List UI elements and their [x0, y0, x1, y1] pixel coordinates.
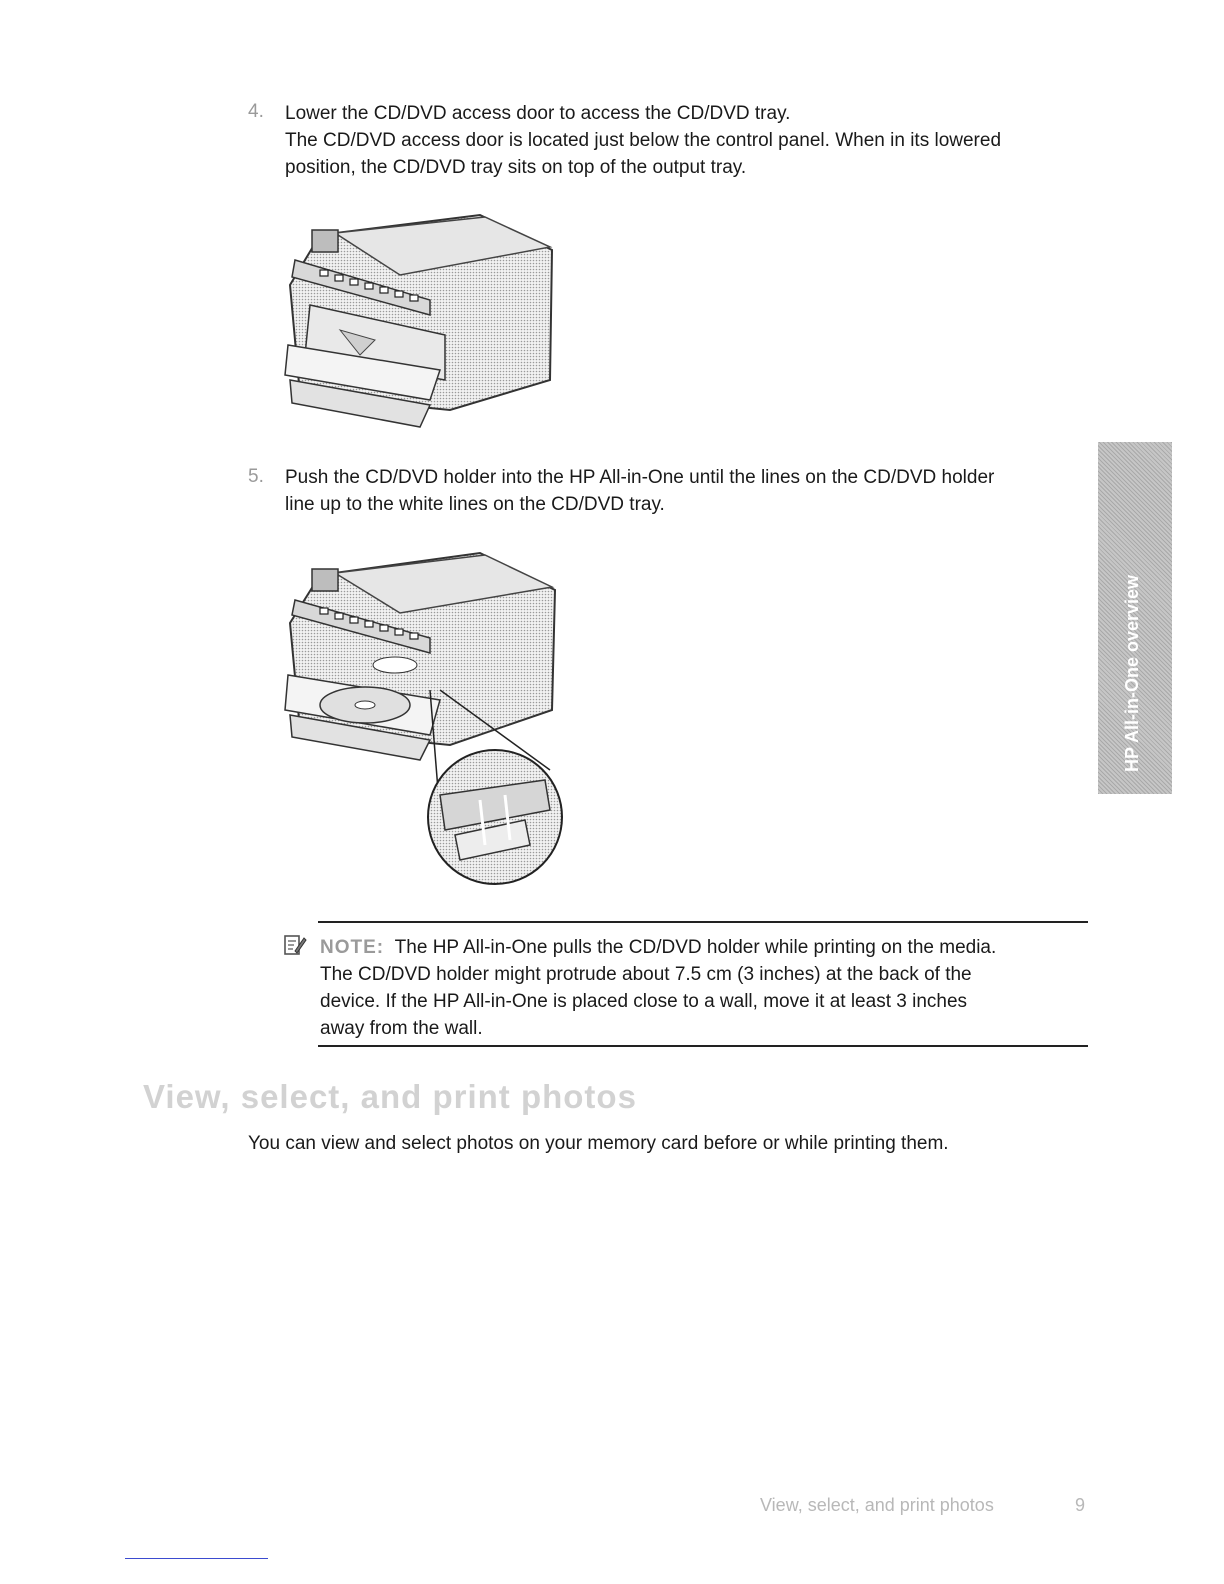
step-number: 4.	[248, 101, 264, 122]
note-bottom-rule	[318, 1045, 1088, 1047]
note-line: away from the wall.	[320, 1018, 483, 1039]
note-first-line	[320, 934, 1110, 961]
note-line: The HP All-in-One pulls the CD/DVD holder while printing on the media.	[394, 937, 997, 958]
step-5-text	[285, 464, 1105, 518]
note-line: device. If the HP All-in-One is placed close to a wall, move it at least 3 inches	[320, 991, 968, 1012]
step-number: 5.	[248, 466, 264, 487]
printer-door-lowered-illustration	[280, 205, 565, 430]
step-line: Push the CD/DVD holder into the HP All-in-One until the lines on the CD/DVD holder	[285, 467, 995, 488]
side-chapter-tab	[1098, 442, 1172, 794]
note-pencil-icon	[283, 933, 307, 957]
side-tab-label: HP All-in-One overview	[1122, 574, 1142, 772]
section-body: You can view and select photos on your memory card before or while printing them.	[248, 1133, 949, 1154]
note-block	[320, 934, 1110, 1042]
footer-section-title: View, select, and print photos	[760, 1495, 994, 1515]
footer-rule	[125, 1558, 268, 1559]
note-top-rule	[318, 921, 1088, 923]
step-line: position, the CD/DVD tray sits on top of the output tray.	[285, 157, 747, 178]
step-line: Lower the CD/DVD access door to access the CD/DVD tray.	[285, 103, 791, 124]
cd-holder-insert-illustration	[280, 545, 580, 890]
footer-page-number: 9	[1075, 1495, 1086, 1515]
note-line: The CD/DVD holder might protrude about 7.5 cm (3 inches) at the back of the	[320, 964, 972, 985]
step-line: line up to the white lines on the CD/DVD tray.	[285, 494, 665, 515]
step-line: The CD/DVD access door is located just below the control panel. When in its lowered	[285, 130, 1002, 151]
section-heading: View, select, and print photos	[143, 1078, 637, 1115]
step-4-text	[285, 100, 1105, 181]
note-label: NOTE:	[320, 937, 385, 958]
